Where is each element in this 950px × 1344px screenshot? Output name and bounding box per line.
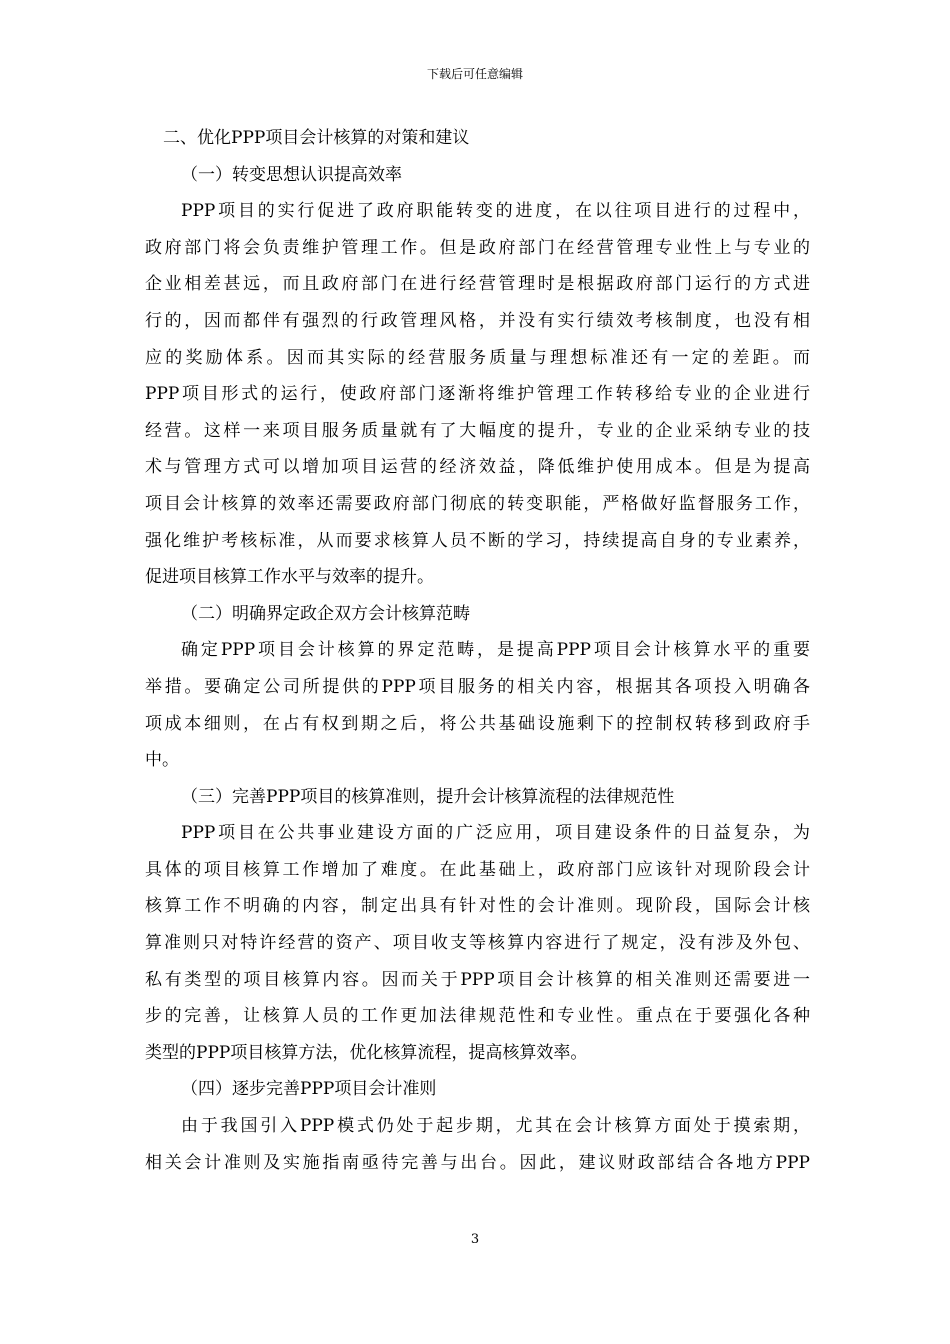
paragraph-line: PPP项目在公共事业建设方面的广泛应用，项目建设条件的日益复杂，为 (181, 823, 810, 844)
document-body (145, 120, 810, 1181)
subsection-heading-1: （一）转变思想认识提高效率 (181, 164, 402, 185)
subsection-heading-3: （三）完善PPP项目的核算准则，提升会计核算流程的法律规范性 (181, 786, 675, 807)
paragraph-line: 行的，因而都伴有强烈的行政管理风格，并没有实行绩效考核制度，也没有相 (145, 310, 810, 331)
paragraph-line: 算准则只对特许经营的资产、项目收支等核算内容进行了规定，没有涉及外包、 (145, 933, 810, 954)
paragraph-line: 确定PPP项目会计核算的界定范畴，是提高PPP项目会计核算水平的重要 (181, 640, 810, 661)
paragraph-line: 步的完善，让核算人员的工作更加法律规范性和专业性。重点在于要强化各种 (145, 1006, 810, 1027)
paragraph-line: 核算工作不明确的内容，制定出具有针对性的会计准则。现阶段，国际会计核 (145, 896, 810, 917)
paragraph-line: 经营。这样一来项目服务质量就有了大幅度的提升，专业的企业采纳专业的技 (145, 420, 810, 441)
paragraph-line: PPP项目形式的运行，使政府部门逐渐将维护管理工作转移给专业的企业进行 (145, 384, 810, 405)
page-number: 3 (470, 1232, 480, 1247)
paragraph-line: 促进项目核算工作水平与效率的提升。 (145, 567, 434, 588)
paragraph-line: 术与管理方式可以增加项目运营的经济效益，降低维护使用成本。但是为提高 (145, 457, 810, 478)
paragraph-line: 企业相差甚远，而且政府部门在进行经营管理时是根据政府部门运行的方式进 (145, 274, 810, 295)
header-note: 下载后可任意编辑 (426, 67, 523, 81)
paragraph-line: 举措。要确定公司所提供的PPP项目服务的相关内容，根据其各项投入明确各 (145, 676, 810, 697)
paragraph-line: 类型的PPP项目核算方法，优化核算流程，提高核算效率。 (145, 1042, 588, 1063)
paragraph-line: 项成本细则，在占有权到期之后，将公共基础设施剩下的控制权转移到政府手 (145, 713, 810, 734)
paragraph-line: 相关会计准则及实施指南亟待完善与出台。因此，建议财政部结合各地方PPP (145, 1152, 810, 1173)
paragraph-line: 政府部门将会负责维护管理工作。但是政府部门在经营管理专业性上与专业的 (145, 237, 810, 258)
paragraph-line: 应的奖励体系。因而其实际的经营服务质量与理想标准还有一定的差距。而 (145, 347, 810, 368)
subsection-heading-4: （四）逐步完善PPP项目会计准则 (181, 1079, 437, 1100)
paragraph-line: 具体的项目核算工作增加了难度。在此基础上，政府部门应该针对现阶段会计 (145, 859, 810, 880)
paragraph-line: 由于我国引入PPP模式仍处于起步期，尤其在会计核算方面处于摸索期， (181, 1116, 810, 1137)
paragraph-line: 中。 (145, 750, 179, 771)
paragraph-line: 强化维护考核标准，从而要求核算人员不断的学习，持续提高自身的专业素养， (145, 530, 810, 551)
subsection-heading-2: （二）明确界定政企双方会计核算范畴 (181, 603, 470, 624)
paragraph-line: PPP项目的实行促进了政府职能转变的进度，在以往项目进行的过程中， (181, 201, 810, 222)
paragraph-line: 私有类型的项目核算内容。因而关于PPP项目会计核算的相关准则还需要进一 (145, 969, 810, 990)
section-heading: 二、优化PPP项目会计核算的对策和建议 (163, 128, 470, 148)
paragraph-line: 项目会计核算的效率还需要政府部门彻底的转变职能，严格做好监督服务工作， (145, 493, 810, 514)
